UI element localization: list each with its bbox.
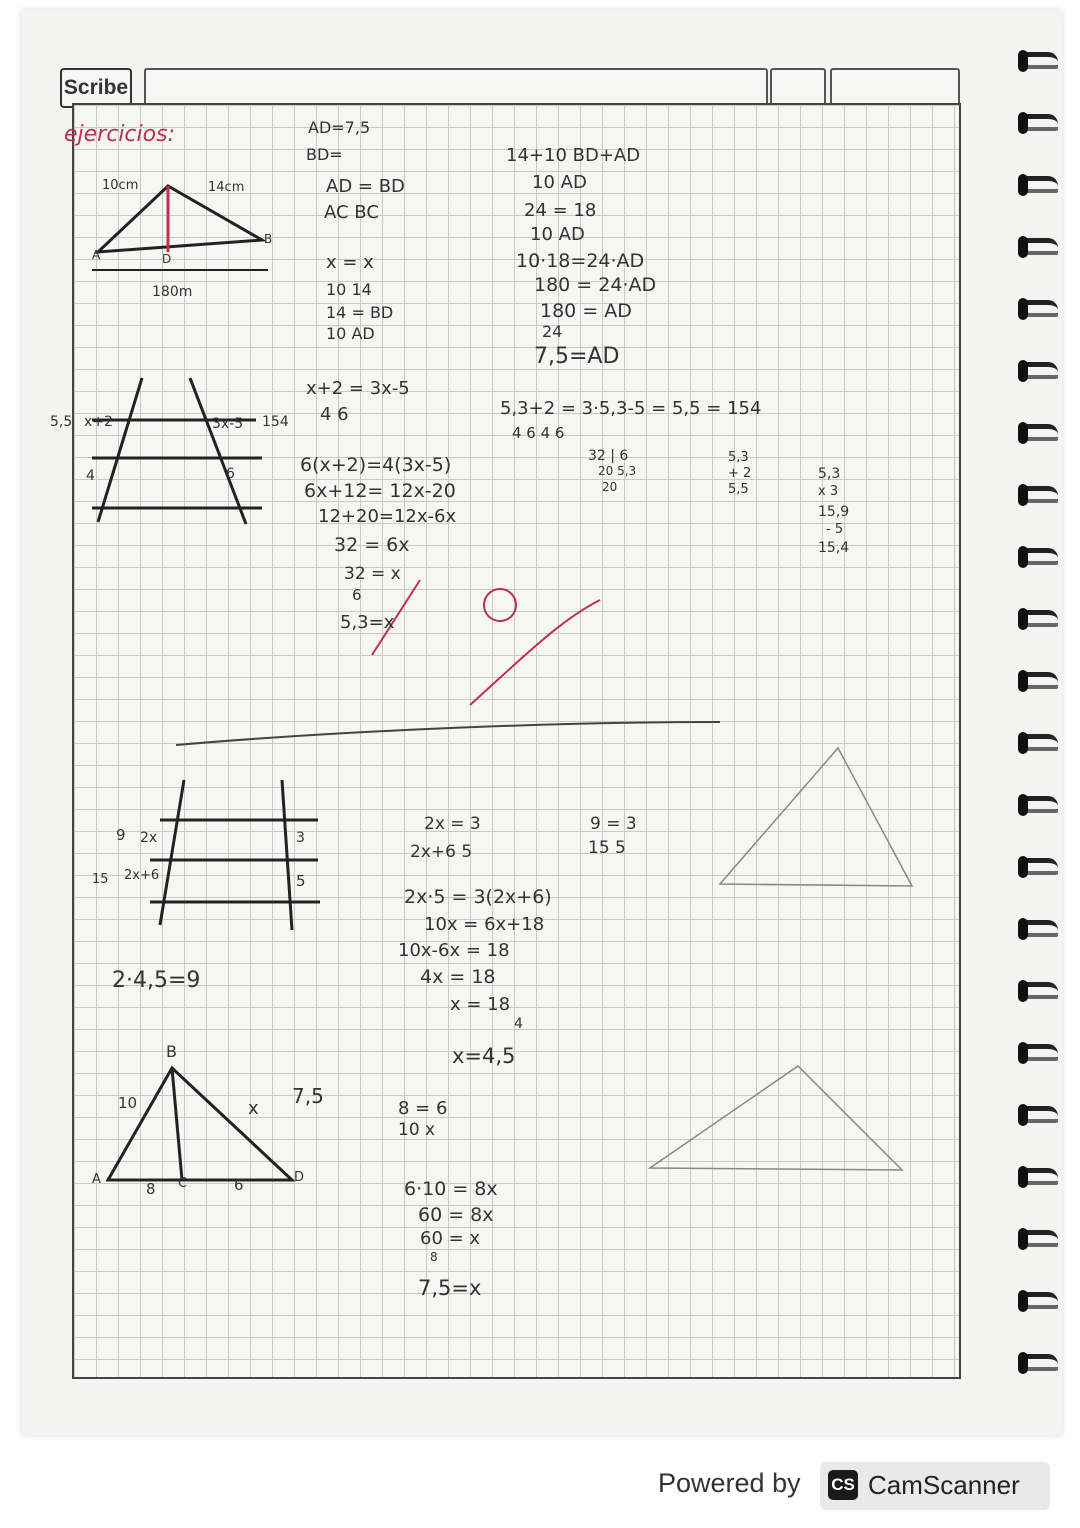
p2-eq-4: 6x+12= 12x-20 — [304, 480, 456, 502]
p4-eq-4: 60 = 8x — [418, 1204, 494, 1226]
p3-label-c: 15 — [92, 872, 109, 887]
p1-right-9: 7,5=AD — [534, 344, 620, 369]
parallel-lines-1 — [92, 378, 262, 524]
p1-line-4: AC BC — [324, 202, 379, 223]
p2-side-3: 20 — [602, 480, 618, 494]
p2-side-2: 20 5,3 — [598, 464, 637, 478]
p2-check-1: 5,3+2 = 3·5,3-5 = 5,5 = 154 — [500, 398, 762, 419]
parallel-lines-2 — [150, 780, 320, 930]
p2-label-a: 5,5 — [50, 414, 73, 430]
p2-eq-3: 6(x+2)=4(3x-5) — [300, 454, 452, 476]
faint-triangles — [650, 748, 912, 1170]
p4-vertex-d: D — [294, 1170, 305, 1185]
p2-eq-1: x+2 = 3x-5 — [306, 378, 410, 399]
p4-eq-6: 8 — [430, 1250, 438, 1264]
p3-eq-5: 2x·5 = 3(2x+6) — [404, 886, 552, 908]
camscanner-badge — [820, 1462, 1050, 1510]
p3-eq-1: 2x = 3 — [424, 814, 481, 834]
p4-label-extra: 7,5 — [292, 1084, 324, 1108]
p1-line-1: AD=7,5 — [308, 118, 371, 137]
p1-label-base: 180m — [152, 284, 193, 300]
p1-right-8: 24 — [542, 322, 563, 341]
p4-eq-1: 8 = 6 — [398, 1098, 448, 1119]
p2-eq-5: 12+20=12x-6x — [318, 506, 457, 527]
p1-right-1: 14+10 BD+AD — [506, 145, 641, 166]
p1-line-2: BD= — [306, 145, 343, 164]
correction-marks — [372, 580, 600, 705]
p1-right-3: 24 = 18 — [524, 200, 597, 221]
p2-side-5: + 2 — [728, 466, 752, 481]
p2-eq-6: 32 = 6x — [334, 534, 410, 556]
p3-eq-2: 2x+6 5 — [410, 842, 473, 862]
p1-label-right: 14cm — [208, 180, 245, 195]
p1-right-6: 180 = 24·AD — [534, 274, 657, 296]
p2-side-10: - 5 — [826, 522, 844, 537]
p4-eq-3: 6·10 = 8x — [404, 1178, 498, 1200]
powered-by-text: Powered by — [658, 1468, 801, 1498]
camscanner-footer — [658, 1462, 1058, 1512]
exercises-title: ejercicios: — [64, 122, 175, 147]
p4-label-bd: x — [248, 1098, 259, 1119]
p1-right-5: 10·18=24·AD — [516, 250, 645, 272]
p3-eq-3: 9 = 3 — [590, 814, 637, 834]
p2-label-e: 154 — [262, 414, 289, 430]
p4-vertex-a: A — [92, 1172, 101, 1187]
p2-side-11: 15,4 — [818, 540, 850, 556]
p3-check: 2·4,5=9 — [112, 968, 201, 993]
p4-eq-7: 7,5=x — [418, 1276, 482, 1300]
p1-right-7: 180 = AD — [540, 300, 632, 322]
camscanner-brand: CamScanner — [868, 1470, 1020, 1500]
triangle-2 — [108, 1068, 292, 1180]
p4-vertex-c: C — [178, 1176, 188, 1191]
p3-eq-8: 4x = 18 — [420, 966, 496, 988]
p3-eq-10: 4 — [514, 1016, 523, 1032]
scribe-logo: Scribe — [60, 68, 132, 108]
p2-eq-9: 5,3=x — [340, 612, 395, 633]
p4-eq-2: 10 x — [398, 1120, 436, 1140]
camscanner-logo-icon: CS — [828, 1470, 858, 1500]
p1-vertex-b: B — [264, 232, 273, 246]
p3-label-b: 2x — [140, 830, 158, 846]
p1-vertex-a: A — [92, 248, 101, 262]
p1-label-left: 10cm — [102, 178, 139, 193]
p3-label-f: 5 — [296, 872, 306, 890]
p4-eq-5: 60 = x — [420, 1228, 481, 1249]
p2-label-f: 6 — [226, 466, 235, 482]
p2-side-1: 32 | 6 — [588, 448, 629, 464]
p3-eq-7: 10x-6x = 18 — [398, 940, 510, 961]
p1-vertex-d: D — [162, 252, 172, 266]
p2-eq-8: 6 — [352, 586, 362, 604]
p1-line-8: 10 AD — [326, 324, 375, 343]
p2-side-4: 5,3 — [728, 450, 749, 465]
p4-label-ac: 8 — [146, 1180, 156, 1198]
p2-side-7: 5,3 — [818, 466, 841, 482]
p4-label-cd: 6 — [234, 1176, 244, 1194]
p1-right-2: 10 AD — [532, 172, 587, 193]
p1-line-3: AD = BD — [326, 176, 405, 197]
p4-vertex-b: B — [166, 1042, 177, 1061]
p1-line-7: 14 = BD — [326, 303, 394, 322]
p3-eq-11: x=4,5 — [452, 1044, 516, 1068]
p4-label-ab: 10 — [118, 1094, 138, 1112]
p3-label-e: 3 — [296, 830, 305, 846]
p2-label-b: x+2 — [84, 414, 113, 430]
p3-eq-4: 15 5 — [588, 838, 626, 858]
p2-side-8: x 3 — [818, 484, 839, 499]
divider-line — [176, 722, 720, 745]
p3-eq-6: 10x = 6x+18 — [424, 914, 545, 935]
p3-label-a: 9 — [116, 826, 126, 844]
p2-check-2: 4 6 4 6 — [512, 424, 565, 442]
p3-eq-9: x = 18 — [450, 994, 511, 1015]
p1-right-4: 10 AD — [530, 224, 585, 245]
p2-eq-2: 4 6 — [320, 404, 349, 425]
p2-label-d: 3x-5 — [212, 416, 244, 432]
p1-line-5: x = x — [326, 252, 374, 273]
p2-eq-7: 32 = x — [344, 564, 401, 584]
p2-side-6: 5,5 — [728, 482, 749, 497]
p1-line-6: 10 14 — [326, 280, 372, 299]
triangle-1 — [92, 186, 268, 270]
p2-side-9: 15,9 — [818, 504, 850, 520]
p2-label-c: 4 — [86, 468, 95, 484]
p3-label-d: 2x+6 — [124, 868, 160, 883]
